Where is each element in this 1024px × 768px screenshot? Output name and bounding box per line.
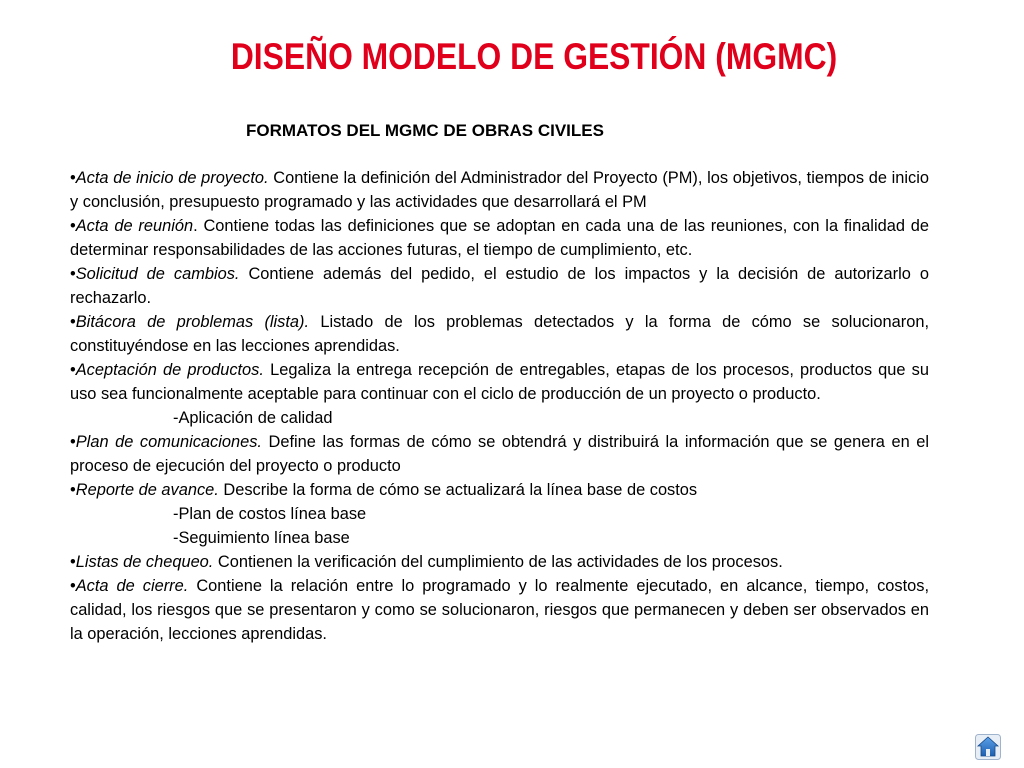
bullet: •: [70, 313, 76, 331]
bullet: •: [70, 481, 76, 499]
item-term: Bitácora de problemas (lista).: [75, 313, 310, 331]
list-item: [70, 358, 929, 406]
item-term: Reporte de avance.: [75, 481, 219, 499]
list-item: [70, 262, 929, 310]
list-item: [70, 574, 929, 646]
item-description: Contiene la definición del Administrador del Proyecto (PM), los objetivos, tiempos de inicio y conclusión, presupuesto programado y las actividades que desarrollará el PM: [70, 169, 929, 211]
item-term: Acta de cierre.: [75, 577, 189, 595]
list-item: [70, 430, 929, 478]
bullet-list: [70, 166, 929, 646]
bullet: •: [70, 217, 76, 235]
sub-item: -Seguimiento línea base: [173, 529, 350, 547]
bullet: •: [70, 553, 76, 571]
item-term: Listas de chequeo.: [75, 553, 214, 571]
bullet: •: [70, 265, 76, 283]
item-description: Legaliza la entrega recepción de entregables, etapas de los procesos, productos que su uso sea funcionalmente aceptable para continuar con el ciclo de producción de un proyecto o producto.: [70, 361, 929, 403]
item-description: Contiene la relación entre lo programado y lo realmente ejecutado, en alcance, tiempo, costos, calidad, los riesgos que se presentaron y como se solucionaron, riesgos que permanecen y deben ser observados en la operación, lecciones aprendidas.: [70, 577, 929, 643]
item-term: Plan de comunicaciones.: [75, 433, 262, 451]
item-description: Describe la forma de cómo se actualizará la línea base de costos: [218, 481, 698, 499]
list-item: [70, 310, 929, 358]
list-item: [70, 166, 929, 214]
item-description: Contiene además del pedido, el estudio de los impactos y la decisión de autorizarlo o rechazarlo.: [70, 265, 929, 307]
sub-item: -Plan de costos línea base: [173, 505, 367, 523]
item-term: Acta de inicio de proyecto.: [75, 169, 269, 187]
list-item: [70, 478, 929, 502]
item-description: . Contiene todas las definiciones que se adoptan en cada una de las reuniones, con la finalidad de determinar responsabilidades de las acciones futuras, el tiempo de cumplimiento, etc.: [70, 217, 929, 259]
bullet: •: [70, 169, 76, 187]
slide-subtitle: FORMATOS DEL MGMC DE OBRAS CIVILES: [246, 121, 604, 140]
item-term: Acta de reunión: [75, 217, 194, 235]
sub-item: -Aplicación de calidad: [173, 409, 333, 427]
bullet: •: [70, 361, 76, 379]
item-description: Contienen la verificación del cumplimiento de las actividades de los procesos.: [213, 553, 783, 571]
bullet: •: [70, 433, 76, 451]
home-icon: [975, 734, 1001, 760]
list-item: [70, 550, 929, 574]
bullet: •: [70, 577, 76, 595]
item-description: Listado de los problemas detectados y la forma de cómo se solucionaron, constituyéndose en las lecciones aprendidas.: [70, 313, 929, 355]
list-item: [70, 214, 929, 262]
item-term: Aceptación de productos.: [75, 361, 264, 379]
slide-title: DISEÑO MODELO DE GESTIÓN (MGMC): [230, 36, 838, 77]
item-term: Solicitud de cambios.: [75, 265, 240, 283]
home-button[interactable]: [975, 734, 1001, 760]
item-description: Define las formas de cómo se obtendrá y distribuirá la información que se genera en el proceso de ejecución del proyecto o producto: [70, 433, 929, 475]
